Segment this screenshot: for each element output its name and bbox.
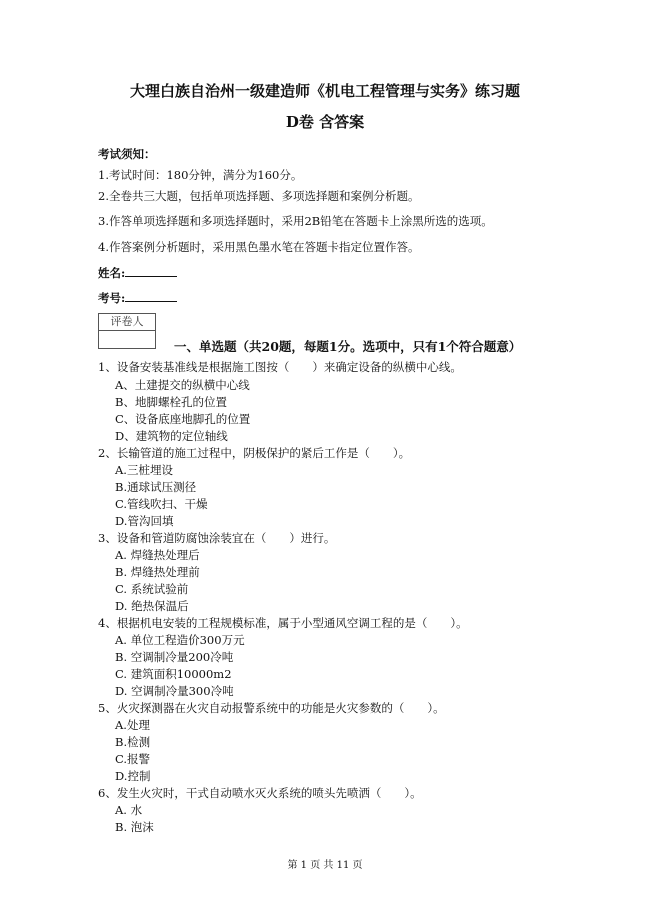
notice-item: 1.考试时间：180分钟，满分为160分。	[98, 168, 303, 182]
question-option: D. 空调制冷量300冷吨	[115, 684, 234, 698]
question-option: D. 绝热保温后	[115, 599, 189, 613]
notice-heading: 考试须知：	[98, 147, 156, 161]
question-option: C.报警	[115, 752, 151, 766]
question-option: B. 泡沫	[115, 820, 154, 834]
question-stem: 2、长输管道的施工过程中，阴极保护的紧后工作是（ ）。	[98, 446, 411, 460]
question-option: C. 建筑面积10000m2	[115, 667, 232, 681]
notice-item: 3.作答单项选择题和多项选择题时，采用2B铅笔在答题卡上涂黑所选的选项。	[98, 214, 493, 228]
id-blank[interactable]	[125, 289, 177, 302]
question-option: B、地脚螺栓孔的位置	[115, 395, 227, 409]
name-blank[interactable]	[125, 264, 177, 277]
notice-item: 2.全卷共三大题，包括单项选择题、多项选择题和案例分析题。	[98, 189, 420, 203]
question-stem: 3、设备和管道防腐蚀涂装宜在（ ）进行。	[98, 531, 336, 545]
question-stem: 1、设备安装基准线是根据施工图按（ ）来确定设备的纵横中心线。	[98, 360, 462, 374]
question-stem: 6、发生火灾时，干式自动喷水灭火系统的喷头先喷洒（ ）。	[98, 786, 422, 800]
question-option: D.管沟回填	[115, 514, 174, 528]
id-label: 考号:	[98, 291, 126, 305]
question-option: A.处理	[115, 718, 150, 732]
question-option: B. 空调制冷量200冷吨	[115, 650, 234, 664]
question-option: A. 单位工程造价300万元	[115, 633, 245, 647]
document-subtitle: D卷 含答案	[285, 113, 365, 131]
document-title: 大理白族自治州一级建造师《机电工程管理与实务》练习题	[129, 82, 520, 100]
name-field	[98, 264, 177, 281]
question-stem: 5、火灾探测器在火灾自动报警系统中的功能是火灾参数的（ ）。	[98, 701, 445, 715]
grader-box	[98, 313, 156, 349]
id-field	[98, 289, 177, 306]
question-option: C.管线吹扫、干燥	[115, 497, 208, 511]
question-option: A.三桩埋设	[115, 463, 173, 477]
grader-label: 评卷人	[99, 314, 155, 331]
question-option: A. 焊缝热处理后	[115, 548, 200, 562]
question-option: C. 系统试验前	[115, 582, 189, 596]
question-option: C、设备底座地脚孔的位置	[115, 412, 251, 426]
page-footer: 第 1 页 共 11 页	[287, 860, 363, 871]
section-title: 一、单选题（共20题，每题1分。选项中，只有1个符合题意）	[174, 339, 522, 354]
question-option: B.检测	[115, 735, 151, 749]
question-option: B.通球试压测径	[115, 480, 197, 494]
question-option: B. 焊缝热处理前	[115, 565, 200, 579]
question-option: A. 水	[115, 803, 143, 817]
question-option: D、建筑物的定位轴线	[115, 429, 228, 443]
name-label: 姓名:	[98, 266, 126, 280]
notice-item: 4.作答案例分析题时，采用黑色墨水笔在答题卡指定位置作答。	[98, 240, 420, 254]
question-option: D.控制	[115, 769, 151, 783]
question-stem: 4、根据机电安装的工程规模标准，属于小型通风空调工程的是（ ）。	[98, 616, 468, 630]
question-option: A、土建提交的纵横中心线	[115, 378, 250, 392]
